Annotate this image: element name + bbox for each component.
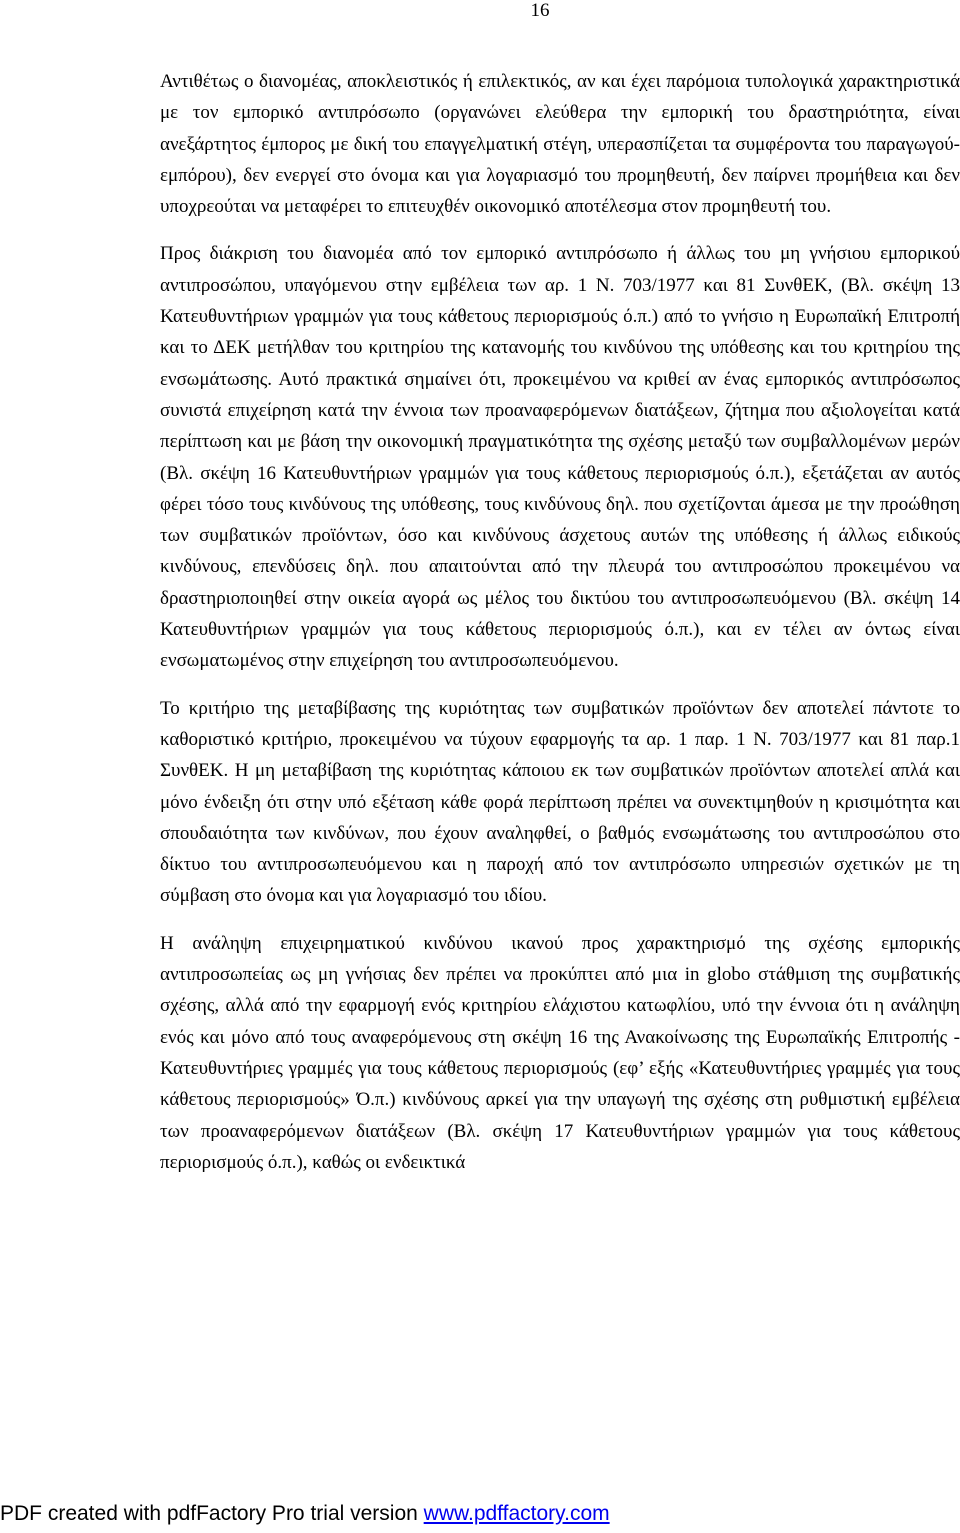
paragraph-2: Προς διάκριση του διανομέα από τον εμπορικό αντιπρόσωπο ή άλλως του μη γνήσιου εμπορικού αντιπροσώπου, υπαγόμενου στην εμβέλεια των αρ. 1 Ν. 703/1977 και 81 ΣυνθΕΚ, (Βλ. σκέψη 13 Κατευθυντήριων γραμμών για τους κάθετους περιορισμούς ό.π.) από το γνήσιο η Ευρωπαϊκή Επιτροπή και το ΔΕΚ μετήλθαν του κριτηρίου της κατανομής του κινδύνου της υπόθεσης και του κριτηρίου της ενσωμάτωσης. Αυτό πρακτικά σημαίνει ότι, προκειμένου να κριθεί αν ένας εμπορικός αντιπρόσωπος συνιστά επιχείρηση κατά την έννοια των προαναφερόμενων διατάξεων, ζήτημα που αξιολογείται κατά περίπτωση και με βάση την οικονομική πραγματικότητα της σχέσης μεταξύ των συμβαλλομένων μερών (Βλ. σκέψη 16 Κατευθυντήριων γραμμών για τους κάθετους περιορισμούς ό.π.), εξετάζεται αν αυτός φέρει τόσο τους κινδύνους της υπόθεσης, τους κινδύνους δηλ. που σχετίζονται άμεσα με την προώθηση των συμβατικών προϊόντων, όσο και κινδύνους άσχετους αυτών της υπόθεσης ή άλλως ειδικούς κινδύνους, επενδύσεις δηλ. που απαιτούνται από την πλευρά του αντιπροσώπου προκειμένου να δραστηριοποιηθεί στην οικεία αγορά ως μέλος του δικτύου του αντιπροσωπευόμενου (Βλ. σκέψη 14 Κατευθυντήριων γραμμών για τους κάθετους περιορισμούς ό.π.), και εν τέλει αν όντως είναι ενσωματωμένος στην επιχείρηση του αντιπροσωπευόμενου.	[160, 243, 960, 672]
pdf-footer	[0, 1500, 960, 1528]
page-number: 16	[530, 0, 550, 21]
paragraph-4: Η ανάληψη επιχειρηματικού κινδύνου ικανού προς χαρακτηρισμό της σχέσης εμπορικής αντιπροσωπείας ως μη γνήσιας δεν πρέπει να προκύπτει από μια in globo στάθμιση της συμβατικής σχέσης, αλλά από την εφαρμογή ενός κριτηρίου ελάχιστου κατωφλίου, υπό την έννοια ότι η ανάληψη ενός και μόνο από τους αναφερόμενους στη σκέψη 16 της Ανακοίνωσης της Ευρωπαϊκής Επιτροπής - Κατευθυντήριες γραμμές για τους κάθετους περιορισμούς (εφ’ εξής «Κατευθυντήριες γραμμές για τους κάθετους περιορισμούς» Ό.π.) κινδύνους αρκεί για την υπαγωγή της σχέσης στη ρυθμιστική εμβέλεια των προαναφερόμενων διατάξεων (Βλ. σκέψη 17 Κατευθυντήριων γραμμών για τους κάθετους περιορισμούς ό.π.), καθώς οι ενδεικτικά	[160, 932, 960, 1173]
paragraph-3: Το κριτήριο της μεταβίβασης της κυριότητας των συμβατικών προϊόντων δεν αποτελεί πάντοτε το καθοριστικό κριτήριο, προκειμένου να τύχουν εφαρμογής τα αρ. 1 παρ. 1 Ν. 703/1977 και 81 παρ.1 ΣυνθΕΚ. Η μη μεταβίβαση της κυριότητας κάποιου εκ των συμβατικών προϊόντων αποτελεί απλά και μόνο ένδειξη ότι στην υπό εξέταση κάθε φορά περίπτωση πρέπει να συνεκτιμηθούν η κρισιμότητα και σπουδαιότητα των κινδύνων, που έχουν αναληφθεί, ο βαθμός ενσωμάτωσης του αντιπροσώπου στο δίκτυο του αντιπροσωπευόμενου και η παροχή από τον αντιπρόσωπο υπηρεσιών σχετικών με τη σύμβαση στο όνομα και για λογαριασμό του ιδίου.	[160, 697, 960, 907]
paragraph-1: Αντιθέτως ο διανομέας, αποκλειστικός ή επιλεκτικός, αν και έχει παρόμοια τυπολογικά χαρακτηριστικά με τον εμπορικό αντιπρόσωπο (οργανώνει ελεύθερα την εμπορική του δραστηριότητα, είναι ανεξάρτητος έμπορος με δική του επαγγελματική στέγη, υπερασπίζεται τα συμφέροντα του παραγωγού-εμπόρου), δεν ενεργεί στο όνομα και για λογαριασμό του προμηθευτή, δεν παίρνει προμήθεια και δεν υποχρεούται να μεταφέρει το επιτευχθέν οικονομικό αποτέλεσμα στον προμηθευτή του.	[160, 71, 960, 218]
footer-link[interactable]: www.pdffactory.com	[423, 1502, 610, 1525]
document-body	[160, 66, 960, 1194]
footer-text: PDF created with pdfFactory Pro trial version	[0, 1502, 424, 1525]
